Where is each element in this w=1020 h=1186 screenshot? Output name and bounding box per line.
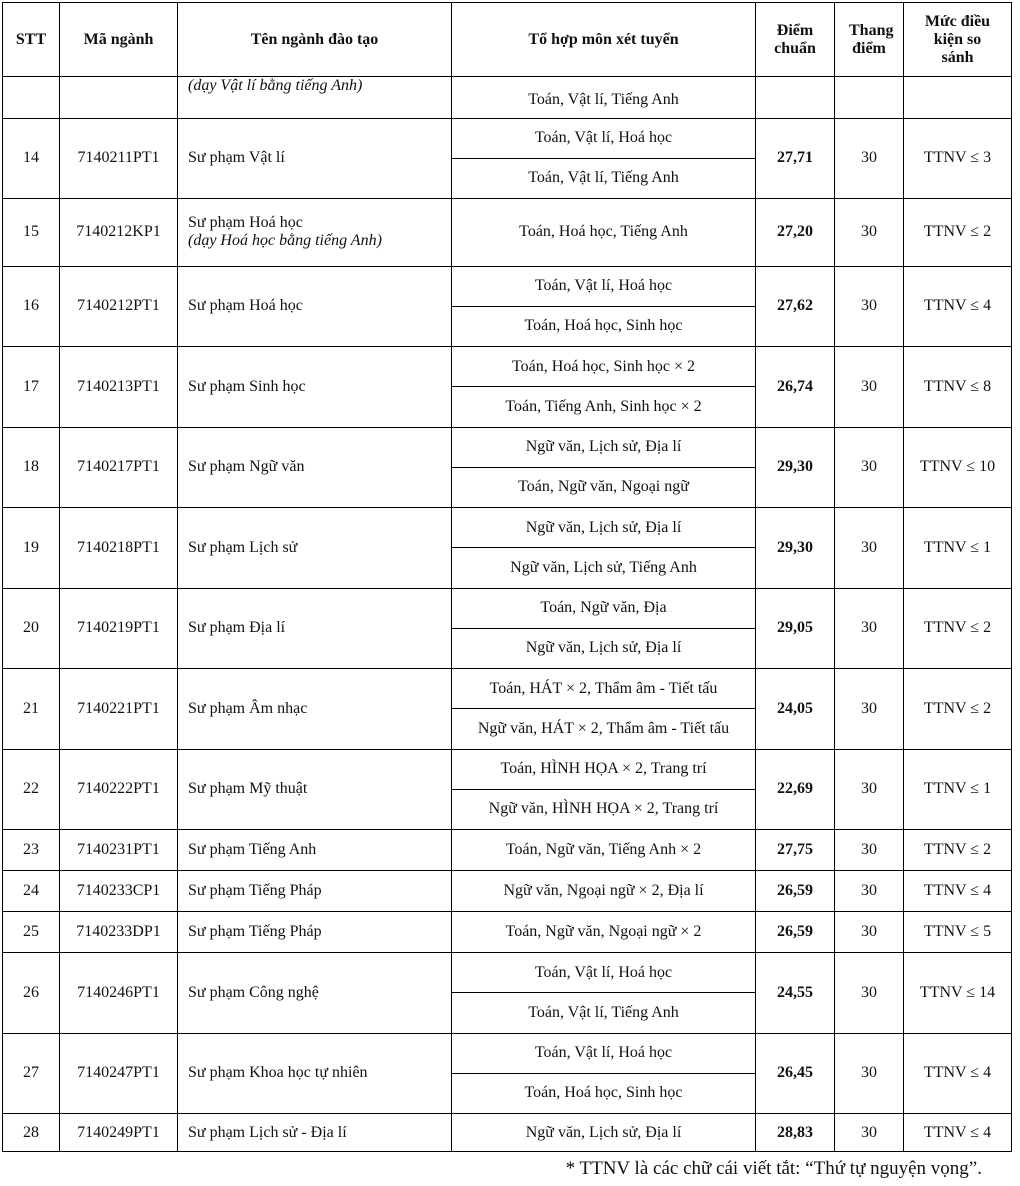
- cell-stt: 14: [3, 119, 60, 199]
- cell-score: 29,30: [756, 427, 835, 508]
- cell-combos: [452, 749, 756, 830]
- cell-stt: 23: [3, 830, 60, 871]
- cell-code: 7140221PT1: [60, 669, 178, 750]
- table-row: [3, 871, 1012, 912]
- combo-item: Toán, Hoá học, Sinh học: [452, 1073, 755, 1113]
- program-name: Sư phạm Tiếng Pháp: [188, 923, 322, 940]
- cell-scale: 30: [835, 749, 904, 830]
- cell-score: 22,69: [756, 749, 835, 830]
- cell-stt: 15: [3, 198, 60, 266]
- cell-condition: TTNV ≤ 5: [904, 912, 1012, 953]
- cell-code: 7140233CP1: [60, 871, 178, 912]
- cell-code: 7140246PT1: [60, 953, 178, 1034]
- program-name: Sư phạm Âm nhạc: [188, 699, 308, 717]
- cell-name: [178, 669, 452, 750]
- cell-score: 27,71: [756, 119, 835, 199]
- cell-stt: 18: [3, 427, 60, 508]
- cell-combos: [452, 830, 756, 871]
- table-row: [3, 198, 1012, 266]
- cell-score: 26,74: [756, 347, 835, 428]
- cell-score: 28,83: [756, 1114, 835, 1152]
- combo-item: Toán, Hoá học, Sinh học: [452, 306, 755, 346]
- cell-stt: 20: [3, 588, 60, 669]
- header-scale: Thang điểm: [835, 3, 904, 77]
- cell-scale: 30: [835, 1114, 904, 1152]
- program-name: Sư phạm Khoa học tự nhiên: [188, 1064, 368, 1082]
- header-stt: STT: [3, 3, 60, 77]
- cell-combos: [452, 669, 756, 750]
- footnote: * TTNV là các chữ cái viết tắt: “Thứ tự nguyện vọng”.: [565, 1158, 982, 1179]
- cell-stt: 25: [3, 912, 60, 953]
- cell-scale: 30: [835, 1033, 904, 1114]
- combo-item: Toán, Hoá học, Tiếng Anh: [519, 223, 688, 240]
- cell-condition: TTNV ≤ 2: [904, 198, 1012, 266]
- combo-item: Ngữ văn, Lịch sử, Địa lí: [525, 518, 682, 536]
- table-row: [3, 953, 1012, 1034]
- table-row: [3, 347, 1012, 428]
- combo-item: Toán, Vật lí, Hoá học: [534, 129, 673, 147]
- cell-code: 7140212PT1: [60, 266, 178, 347]
- program-name: Sư phạm Công nghệ: [188, 983, 319, 1001]
- cell-combos: [452, 198, 756, 266]
- program-name: Sư phạm Hoá học: [188, 214, 303, 231]
- cell-name: [178, 912, 452, 953]
- cell-stt: 24: [3, 871, 60, 912]
- continued-name-note: (dạy Vật lí bằng tiếng Anh): [188, 77, 363, 94]
- combo-item: Ngữ văn, Ngoại ngữ × 2, Địa lí: [503, 882, 704, 899]
- combo-item: Ngữ văn, Lịch sử, Địa lí: [452, 628, 755, 668]
- cell-condition: TTNV ≤ 4: [904, 266, 1012, 347]
- cell-name: [178, 830, 452, 871]
- cell-scale: 30: [835, 198, 904, 266]
- cell-name: [178, 953, 452, 1034]
- program-name: Sư phạm Lịch sử - Địa lí: [188, 1123, 347, 1141]
- program-name: Sư phạm Ngữ văn: [188, 458, 305, 476]
- cell-code: 7140212KP1: [60, 198, 178, 266]
- cell-combos: [452, 508, 756, 589]
- header-code: Mã ngành: [60, 3, 178, 77]
- cell-name: [178, 119, 452, 199]
- cell-name: [178, 1033, 452, 1114]
- cell-stt: 17: [3, 347, 60, 428]
- cell-score: 24,55: [756, 953, 835, 1034]
- combo-item: Toán, Ngữ văn, Tiếng Anh × 2: [505, 841, 702, 858]
- combo-item: Ngữ văn, Lịch sử, Địa lí: [525, 438, 682, 456]
- program-name: Sư phạm Mỹ thuật: [188, 780, 308, 798]
- combo-item: Ngữ văn, Lịch sử, Địa lí: [525, 1123, 682, 1141]
- combo-item: Toán, Vật lí, Hoá học: [534, 277, 673, 295]
- combo-item: Toán, Vật lí, Hoá học: [534, 963, 673, 981]
- cell-scale: 30: [835, 953, 904, 1034]
- combo-item: Toán, Vật lí, Hoá học: [534, 1044, 673, 1062]
- program-name: Sư phạm Tiếng Pháp: [188, 882, 322, 899]
- cell-scale: 30: [835, 508, 904, 589]
- cell-score: 27,75: [756, 830, 835, 871]
- combo-item: Toán, Ngữ văn, Ngoại ngữ × 2: [505, 923, 702, 940]
- cell-combos: [452, 347, 756, 428]
- cell-code: 7140249PT1: [60, 1114, 178, 1152]
- cell-code: 7140211PT1: [60, 119, 178, 199]
- cell-stt: 16: [3, 266, 60, 347]
- cell-scale: 30: [835, 669, 904, 750]
- cell-stt: 19: [3, 508, 60, 589]
- cell-condition: TTNV ≤ 1: [904, 508, 1012, 589]
- combo-item: Ngữ văn, HÁT × 2, Thẩm âm - Tiết tấu: [452, 708, 755, 748]
- table-row: [3, 912, 1012, 953]
- table-row: [3, 669, 1012, 750]
- cell-score: 26,59: [756, 871, 835, 912]
- cell-stt: 27: [3, 1033, 60, 1114]
- program-name: Sư phạm Tiếng Anh: [188, 841, 317, 858]
- cell-code: 7140233DP1: [60, 912, 178, 953]
- cell-combos: [452, 119, 756, 199]
- cell-name: [178, 266, 452, 347]
- cell-condition: TTNV ≤ 4: [904, 1033, 1012, 1114]
- header-name: Tên ngành đào tạo: [178, 3, 452, 77]
- table-row: [3, 1114, 1012, 1152]
- table-row: [3, 749, 1012, 830]
- cell-stt: 26: [3, 953, 60, 1034]
- cell-scale: 30: [835, 588, 904, 669]
- combo-item: Toán, HÌNH HỌA × 2, Trang trí: [500, 760, 707, 778]
- header-combos: Tổ hợp môn xét tuyển: [452, 3, 756, 77]
- table-row: [3, 266, 1012, 347]
- combo-item: Ngữ văn, HÌNH HỌA × 2, Trang trí: [452, 789, 755, 829]
- cell-condition: TTNV ≤ 8: [904, 347, 1012, 428]
- cell-condition: TTNV ≤ 14: [904, 953, 1012, 1034]
- cell-scale: 30: [835, 830, 904, 871]
- cell-code: 7140213PT1: [60, 347, 178, 428]
- program-name: Sư phạm Hoá học: [188, 297, 303, 315]
- cell-scale: 30: [835, 871, 904, 912]
- continued-row: [3, 77, 1012, 119]
- cell-score: 26,45: [756, 1033, 835, 1114]
- cell-name: [178, 871, 452, 912]
- cell-scale: 30: [835, 119, 904, 199]
- combo-item: Ngữ văn, Lịch sử, Tiếng Anh: [452, 547, 755, 587]
- table-row: [3, 119, 1012, 199]
- header-condition: Mức điều kiện so sánh: [904, 3, 1012, 77]
- cell-code: 7140222PT1: [60, 749, 178, 830]
- cell-code: 7140219PT1: [60, 588, 178, 669]
- cell-code: 7140247PT1: [60, 1033, 178, 1114]
- cell-name: [178, 198, 452, 266]
- cell-score: 27,20: [756, 198, 835, 266]
- cell-combos: [452, 871, 756, 912]
- cell-name: [178, 427, 452, 508]
- admission-score-table: [2, 2, 1012, 1152]
- program-name-note: (dạy Hoá học bằng tiếng Anh): [188, 232, 382, 249]
- header-row: [3, 3, 1012, 77]
- cell-name: [178, 749, 452, 830]
- cell-scale: 30: [835, 266, 904, 347]
- cell-stt: 21: [3, 669, 60, 750]
- cell-code: 7140218PT1: [60, 508, 178, 589]
- cell-combos: [452, 266, 756, 347]
- program-name: Sư phạm Địa lí: [188, 619, 286, 637]
- cell-scale: 30: [835, 912, 904, 953]
- combo-item: Toán, Tiếng Anh, Sinh học × 2: [452, 386, 755, 426]
- cell-condition: TTNV ≤ 3: [904, 119, 1012, 199]
- cell-scale: 30: [835, 347, 904, 428]
- cell-condition: TTNV ≤ 1: [904, 749, 1012, 830]
- cell-condition: TTNV ≤ 10: [904, 427, 1012, 508]
- table-row: [3, 508, 1012, 589]
- table-row: [3, 1033, 1012, 1114]
- cell-score: 26,59: [756, 912, 835, 953]
- cell-score: 24,05: [756, 669, 835, 750]
- cell-name: [178, 508, 452, 589]
- header-score: Điểm chuẩn: [756, 3, 835, 77]
- combo-item: Toán, Ngữ văn, Địa: [540, 599, 667, 617]
- combo-item: Toán, Hoá học, Sinh học × 2: [512, 357, 695, 375]
- cell-stt: 28: [3, 1114, 60, 1152]
- table-row: [3, 588, 1012, 669]
- cell-combos: [452, 1114, 756, 1152]
- cell-code: 7140217PT1: [60, 427, 178, 508]
- cell-condition: TTNV ≤ 4: [904, 1114, 1012, 1152]
- cell-name: [178, 1114, 452, 1152]
- combo-item: Toán, Ngữ văn, Ngoại ngữ: [452, 467, 755, 507]
- cell-condition: TTNV ≤ 2: [904, 588, 1012, 669]
- cell-condition: TTNV ≤ 4: [904, 871, 1012, 912]
- program-name: Sư phạm Sinh học: [188, 377, 306, 395]
- cell-condition: TTNV ≤ 2: [904, 669, 1012, 750]
- table-row: [3, 830, 1012, 871]
- program-name: Sư phạm Vật lí: [188, 149, 285, 167]
- cell-code: 7140231PT1: [60, 830, 178, 871]
- cell-score: 29,30: [756, 508, 835, 589]
- table-row: [3, 427, 1012, 508]
- cell-combos: [452, 427, 756, 508]
- cell-combos: [452, 1033, 756, 1114]
- combo-item: Toán, Vật lí, Tiếng Anh: [452, 992, 755, 1032]
- cell-name: [178, 347, 452, 428]
- cell-condition: TTNV ≤ 2: [904, 830, 1012, 871]
- cell-stt: 22: [3, 749, 60, 830]
- cell-combos: [452, 912, 756, 953]
- cell-scale: 30: [835, 427, 904, 508]
- continued-combo: Toán, Vật lí, Tiếng Anh: [452, 77, 756, 119]
- program-name: Sư phạm Lịch sử: [188, 538, 298, 556]
- cell-score: 27,62: [756, 266, 835, 347]
- combo-item: Toán, HÁT × 2, Thẩm âm - Tiết tấu: [489, 679, 718, 697]
- cell-name: [178, 588, 452, 669]
- cell-score: 29,05: [756, 588, 835, 669]
- cell-combos: [452, 588, 756, 669]
- combo-item: Toán, Vật lí, Tiếng Anh: [452, 158, 755, 198]
- cell-combos: [452, 953, 756, 1034]
